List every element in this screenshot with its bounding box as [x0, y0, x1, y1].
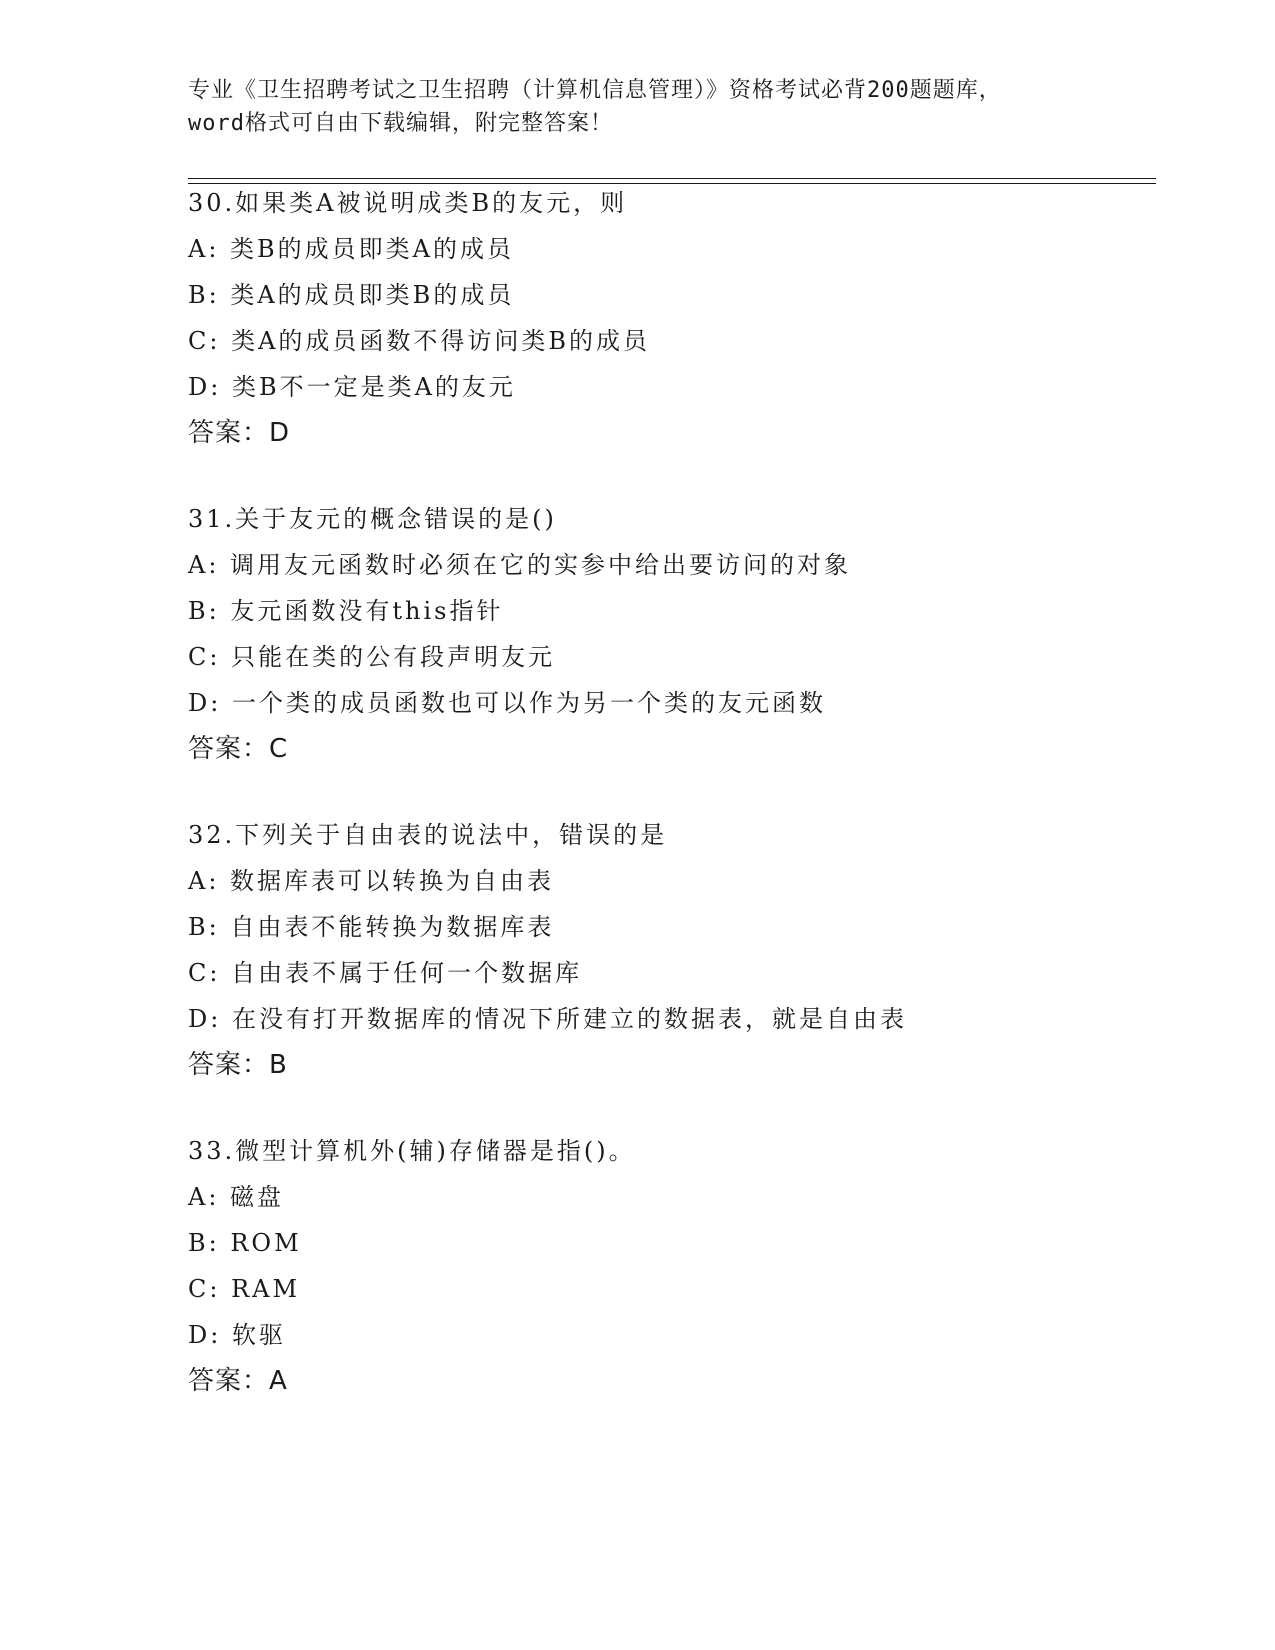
question-31 — [188, 496, 1148, 772]
option-c: C: RAM — [188, 1275, 301, 1303]
header-line-2: word格式可自由下载编辑，附完整答案！ — [188, 111, 613, 136]
option-c: C: 只能在类的公有段声明友元 — [188, 643, 556, 671]
header-divider-top — [188, 178, 1156, 179]
document-header — [188, 74, 1088, 140]
option-b: B: 自由表不能转换为数据库表 — [188, 913, 555, 941]
answer: 答案：B — [188, 1050, 288, 1080]
option-b: B: 类A的成员即类B的成员 — [188, 281, 515, 309]
question-32 — [188, 812, 1148, 1088]
option-b: B: 友元函数没有this指针 — [188, 597, 504, 625]
answer: 答案：C — [188, 734, 289, 764]
question-stem: 33.微型计算机外(辅)存储器是指()。 — [188, 1137, 636, 1165]
question-stem: 30.如果类A被说明成类B的友元，则 — [188, 189, 628, 217]
option-a: A: 类B的成员即类A的成员 — [188, 235, 515, 263]
option-a: A: 调用友元函数时必须在它的实参中给出要访问的对象 — [188, 551, 852, 579]
question-33 — [188, 1128, 1148, 1404]
option-a: A: 数据库表可以转换为自由表 — [188, 867, 555, 895]
option-c: C: 类A的成员函数不得访问类B的成员 — [188, 327, 651, 355]
option-d: D: 在没有打开数据库的情况下所建立的数据表，就是自由表 — [188, 1005, 907, 1033]
answer: 答案：D — [188, 418, 291, 448]
option-d: D: 类B不一定是类A的友元 — [188, 373, 516, 401]
option-d: D: 软驱 — [188, 1321, 286, 1349]
answer: 答案：A — [188, 1366, 288, 1396]
header-line-1: 专业《卫生招聘考试之卫生招聘（计算机信息管理）》资格考试必背200题题库， — [188, 78, 1002, 103]
question-stem: 32.下列关于自由表的说法中，错误的是 — [188, 821, 668, 849]
option-d: D: 一个类的成员函数也可以作为另一个类的友元函数 — [188, 689, 826, 717]
question-30 — [188, 180, 1148, 456]
option-c: C: 自由表不属于任何一个数据库 — [188, 959, 583, 987]
option-a: A: 磁盘 — [188, 1183, 285, 1211]
option-b: B: ROM — [188, 1229, 302, 1257]
question-stem: 31.关于友元的概念错误的是() — [188, 505, 557, 533]
